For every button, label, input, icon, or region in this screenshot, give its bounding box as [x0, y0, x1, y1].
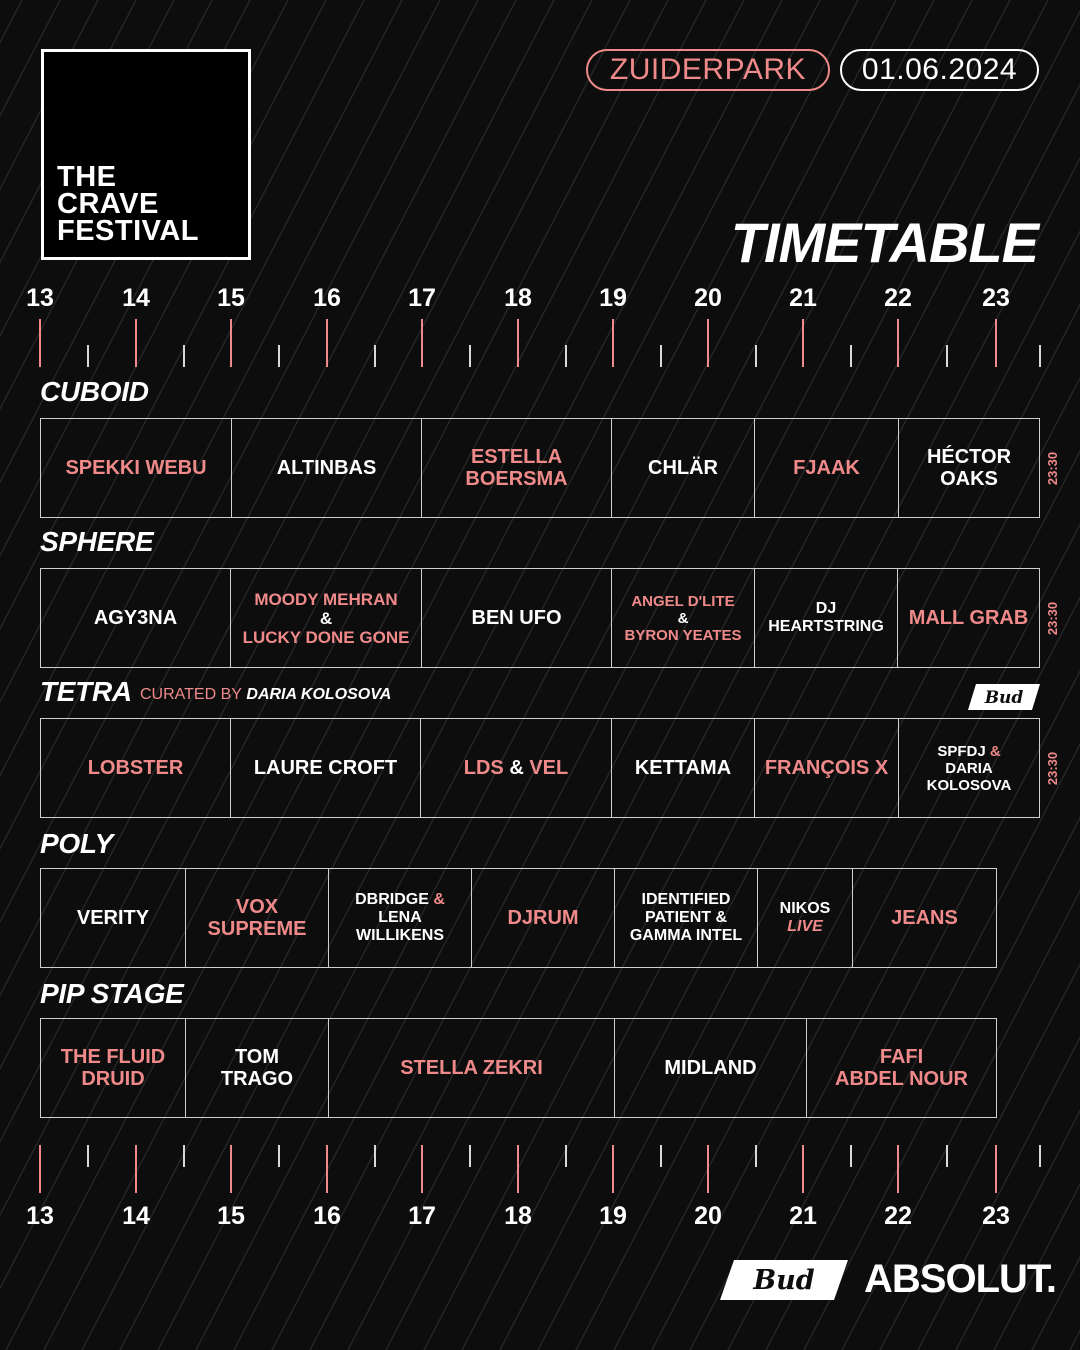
half-hour-tick-bottom — [850, 1145, 852, 1167]
half-hour-tick-top — [374, 345, 376, 367]
stage-label-sphere: SPHERE — [40, 526, 154, 557]
hour-label-top: 13 — [26, 284, 54, 312]
artist-slot-tetra: LDS & VEL — [420, 719, 611, 817]
logo-line-2: CRAVE — [57, 188, 159, 220]
half-hour-tick-top — [946, 345, 948, 367]
end-time-sphere: 23:30 — [1045, 601, 1061, 635]
hour-label-top: 17 — [408, 284, 436, 312]
hour-tick-top — [995, 319, 997, 367]
hour-label-bottom: 20 — [694, 1202, 722, 1230]
half-hour-tick-top — [1039, 345, 1041, 367]
artist-slot-cuboid: HÉCTOR OAKS — [898, 419, 1039, 517]
hour-label-top: 16 — [313, 284, 341, 312]
artist-slot-pip: TOM TRAGO — [185, 1019, 328, 1117]
hour-label-top: 20 — [694, 284, 722, 312]
artist-slot-sphere: BEN UFO — [421, 569, 611, 667]
artist-slot-tetra: KETTAMA — [611, 719, 754, 817]
stage-label-pip: PIP STAGE — [40, 978, 184, 1009]
half-hour-tick-bottom — [374, 1145, 376, 1167]
curated-prefix: CURATED BY — [140, 686, 242, 703]
stage-label-tetra: TETRA — [40, 676, 132, 707]
hour-label-bottom: 21 — [789, 1202, 817, 1230]
half-hour-tick-bottom — [946, 1145, 948, 1167]
artist-slot-poly: JEANS — [852, 869, 996, 967]
stage-label-poly: POLY — [40, 828, 113, 859]
hour-tick-top — [897, 319, 899, 367]
artist-slot-poly: VOX SUPREME — [185, 869, 328, 967]
artist-slot-sphere: MALL GRAB — [897, 569, 1039, 667]
artist-slot-cuboid: ESTELLA BOERSMA — [421, 419, 611, 517]
page-title: TIMETABLE — [730, 211, 1038, 274]
half-hour-tick-bottom — [1039, 1145, 1041, 1167]
svg-text:Bud: Bud — [753, 1265, 815, 1296]
venue-badge: ZUIDERPARK — [586, 49, 830, 91]
artist-slot-poly: DJRUM — [471, 869, 614, 967]
hour-tick-top — [421, 319, 423, 367]
hour-label-bottom: 23 — [982, 1202, 1010, 1230]
artist-slot-tetra: FRANÇOIS X — [754, 719, 898, 817]
artist-slot-sphere: ANGEL D'LITE & BYRON YEATES — [611, 569, 754, 667]
bud-logo-icon — [968, 684, 1040, 710]
end-time-cuboid: 23:30 — [1045, 451, 1061, 485]
artist-slot-poly: NIKOS LIVE — [757, 869, 852, 967]
stage-row-cuboid — [40, 418, 1040, 518]
hour-label-bottom: 16 — [313, 1202, 341, 1230]
date-badge: 01.06.2024 — [840, 49, 1039, 91]
hour-tick-bottom — [707, 1145, 709, 1193]
artist-slot-poly: DBRIDGE & LENA WILLIKENS — [328, 869, 471, 967]
half-hour-tick-bottom — [87, 1145, 89, 1167]
absolut-sponsor-logo: ABSOLUT. — [864, 1257, 1056, 1301]
hour-tick-bottom — [421, 1145, 423, 1193]
artist-slot-pip: FAFI ABDEL NOUR — [806, 1019, 996, 1117]
hour-tick-bottom — [612, 1145, 614, 1193]
stage-row-poly — [40, 868, 997, 968]
hour-label-bottom: 15 — [217, 1202, 245, 1230]
artist-slot-tetra: LOBSTER — [87, 757, 184, 779]
stage-label-cuboid: CUBOID — [40, 376, 149, 407]
hour-tick-bottom — [517, 1145, 519, 1193]
hour-tick-bottom — [802, 1145, 804, 1193]
artist-slot-cuboid: FJAAK — [754, 419, 898, 517]
artist-slot-pip: STELLA ZEKRI — [328, 1019, 614, 1117]
half-hour-tick-top — [278, 345, 280, 367]
artist-slot-pip: MIDLAND — [614, 1019, 806, 1117]
hour-tick-bottom — [995, 1145, 997, 1193]
hour-tick-top — [135, 319, 137, 367]
curator-name: DARIA KOLOSOVA — [246, 686, 392, 703]
artist-slot-pip: THE FLUID DRUID — [60, 1046, 166, 1090]
half-hour-tick-bottom — [278, 1145, 280, 1167]
hour-tick-bottom — [39, 1145, 41, 1193]
artist-slot-tetra: LAURE CROFT — [230, 719, 420, 817]
artist-slot-tetra: SPFDJ & DARIA KOLOSOVA — [898, 719, 1039, 817]
half-hour-tick-top — [850, 345, 852, 367]
svg-text:Bud: Bud — [984, 688, 1024, 708]
artist-slot-sphere: MOODY MEHRAN & LUCKY DONE GONE — [230, 569, 421, 667]
stage-row-tetra — [40, 718, 1040, 818]
bud-sponsor-logo-icon — [720, 1260, 848, 1300]
half-hour-tick-top — [183, 345, 185, 367]
hour-tick-top — [707, 319, 709, 367]
hour-tick-top — [326, 319, 328, 367]
stage-row-sphere — [40, 568, 1040, 668]
half-hour-tick-bottom — [183, 1145, 185, 1167]
hour-label-top: 23 — [982, 284, 1010, 312]
artist-slot-cuboid: CHLÄR — [611, 419, 754, 517]
hour-tick-bottom — [230, 1145, 232, 1193]
half-hour-tick-bottom — [660, 1145, 662, 1167]
hour-label-bottom: 13 — [26, 1202, 54, 1230]
half-hour-tick-top — [755, 345, 757, 367]
hour-label-top: 19 — [599, 284, 627, 312]
hour-label-bottom: 14 — [122, 1202, 150, 1230]
logo-line-1: THE — [57, 161, 117, 193]
hour-label-bottom: 22 — [884, 1202, 912, 1230]
artist-slot-sphere: DJ HEARTSTRING — [754, 569, 897, 667]
half-hour-tick-bottom — [469, 1145, 471, 1167]
half-hour-tick-top — [660, 345, 662, 367]
hour-tick-bottom — [135, 1145, 137, 1193]
hour-tick-top — [39, 319, 41, 367]
hour-label-top: 15 — [217, 284, 245, 312]
hour-tick-top — [517, 319, 519, 367]
artist-slot-poly: IDENTIFIED PATIENT & GAMMA INTEL — [614, 869, 757, 967]
stage-row-pip — [40, 1018, 997, 1118]
hour-label-top: 21 — [789, 284, 817, 312]
hour-tick-top — [612, 319, 614, 367]
curated-by — [140, 686, 391, 704]
hour-label-bottom: 17 — [408, 1202, 436, 1230]
hour-label-top: 18 — [504, 284, 532, 312]
festival-logo — [41, 49, 251, 260]
artist-slot-sphere: AGY3NA — [93, 607, 178, 629]
half-hour-tick-top — [565, 345, 567, 367]
artist-slot-poly: VERITY — [76, 907, 150, 929]
hour-label-top: 14 — [122, 284, 150, 312]
hour-label-bottom: 18 — [504, 1202, 532, 1230]
end-time-tetra: 23:30 — [1045, 751, 1061, 785]
half-hour-tick-bottom — [755, 1145, 757, 1167]
hour-tick-top — [230, 319, 232, 367]
hour-label-top: 22 — [884, 284, 912, 312]
artist-slot-cuboid: ALTINBAS — [231, 419, 421, 517]
artist-slot-cuboid: SPEKKI WEBU — [65, 457, 207, 479]
logo-line-3: FESTIVAL — [57, 215, 200, 247]
half-hour-tick-bottom — [565, 1145, 567, 1167]
hour-tick-top — [802, 319, 804, 367]
hour-label-bottom: 19 — [599, 1202, 627, 1230]
hour-tick-bottom — [897, 1145, 899, 1193]
hour-tick-bottom — [326, 1145, 328, 1193]
half-hour-tick-top — [469, 345, 471, 367]
half-hour-tick-top — [87, 345, 89, 367]
